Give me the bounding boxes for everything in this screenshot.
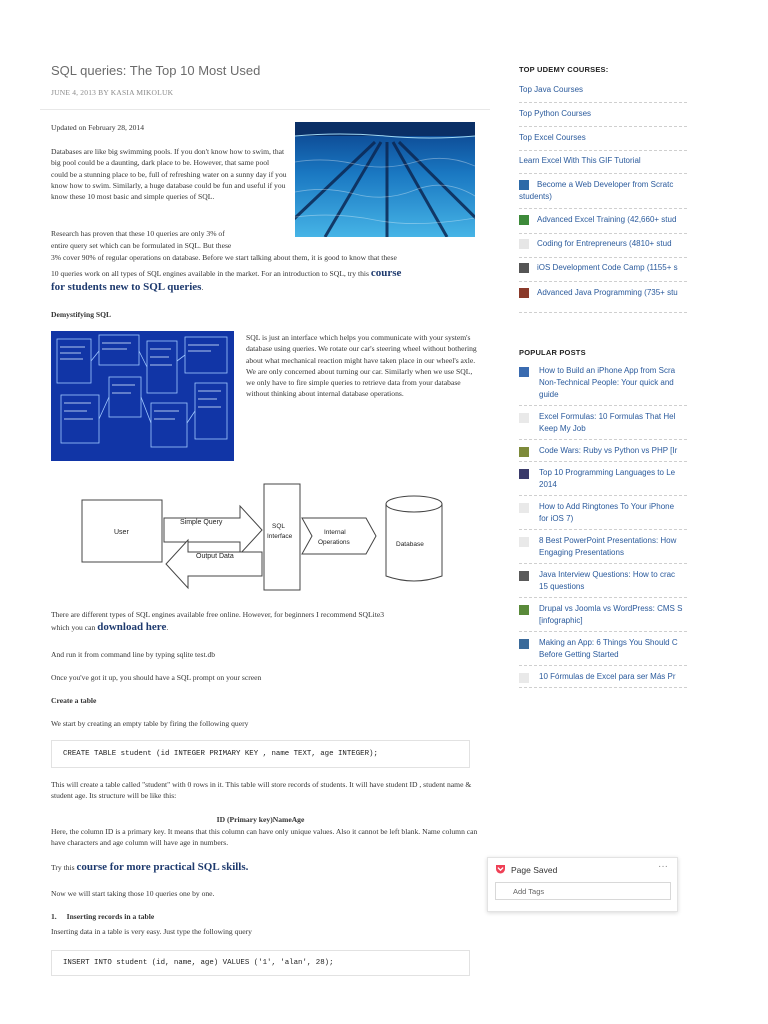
divider: [519, 495, 687, 496]
course-link[interactable]: course: [370, 267, 402, 279]
course-item-ios-code-camp[interactable]: [519, 263, 687, 277]
diagram-database-label: Database: [396, 541, 424, 548]
divider: [519, 257, 687, 258]
divider: [519, 597, 687, 598]
popular-post-title: 8 Best PowerPoint Presentations: How: [539, 536, 677, 545]
add-tags-input[interactable]: Add Tags: [495, 882, 671, 900]
popular-post-title: Top 10 Programming Languages to Le: [539, 468, 676, 477]
insert-intro-paragraph: Inserting data in a table is very easy. Just type the following query: [51, 927, 252, 936]
sidebar-link-java-courses[interactable]: Top Java Courses: [519, 85, 584, 94]
prompt-paragraph: Once you've got it up, you should have a SQL prompt on your screen: [51, 673, 262, 682]
period: .: [166, 623, 169, 632]
course-item-title: Advanced Java Programming (735+ stu: [537, 288, 678, 297]
popular-post-title: How to Build an iPhone App from Scra: [539, 366, 676, 375]
course-thumbnail-icon: [519, 180, 529, 190]
post-thumbnail-icon: [519, 413, 529, 423]
engines-paragraph: There are different types of SQL engines available free online. However, for beginners I recommend SQLite3: [51, 610, 385, 619]
popular-post-title: for iOS 7): [539, 514, 574, 523]
research-line-2: entire query set which can be formulated in SQL. But these: [51, 241, 232, 250]
popular-post-title: guide: [539, 390, 559, 399]
post-thumbnail-icon: [519, 537, 529, 547]
divider: [519, 233, 687, 234]
pocket-saved-popup: [487, 857, 678, 912]
article-byline: JUNE 4, 2013 BY KASIA MIKOLUK: [51, 88, 174, 97]
title-divider: [40, 109, 490, 110]
popular-post-title: 10 Fórmulas de Excel para ser Más Pr: [539, 672, 676, 681]
popular-post-title: Before Getting Started: [539, 650, 619, 659]
course-item-title-cont: students): [519, 192, 552, 201]
course-thumbnail-icon: [519, 263, 529, 273]
code-block-create-table[interactable]: CREATE TABLE student (id INTEGER PRIMARY KEY , name TEXT, age INTEGER);: [51, 740, 470, 768]
divider: [519, 126, 687, 127]
updated-date: Updated on February 28, 2014: [51, 123, 145, 132]
divider: [519, 150, 687, 151]
heading-create-table: Create a table: [51, 696, 97, 705]
popular-post-title: Making an App: 6 Things You Should C: [539, 638, 678, 647]
diagram-output-data-label: Output Data: [196, 553, 234, 560]
sidebar-link-excel-gif[interactable]: Learn Excel With This GIF Tutorial: [519, 156, 641, 165]
divider: [519, 312, 687, 313]
post-thumbnail-icon: [519, 673, 529, 683]
queries-intro-paragraph: Now we will start taking those 10 queries one by one.: [51, 889, 215, 898]
popular-post-title: Code Wars: Ruby vs Python vs PHP [Ir: [539, 446, 678, 455]
course-item-advanced-java[interactable]: [519, 288, 687, 302]
research-line-5: [51, 282, 203, 293]
popular-posts-heading: POPULAR POSTS: [519, 348, 586, 357]
run-command-paragraph: And run it from command line by typing sqlite test.db: [51, 650, 216, 659]
popular-post-title: 2014: [539, 480, 557, 489]
divider: [519, 631, 687, 632]
diagram-operations-label: Operations: [318, 539, 350, 546]
post-thumbnail-icon: [519, 605, 529, 615]
period: .: [201, 283, 204, 292]
post-thumbnail-icon: [519, 469, 529, 479]
diagram-simple-query-label: Simple Query: [180, 519, 223, 526]
student-table-header: ID (Primary key)NameAge: [216, 815, 305, 824]
popular-post-title: Drupal vs Joomla vs WordPress: CMS S: [539, 604, 683, 613]
post-thumbnail-icon: [519, 503, 529, 513]
research-line-4: [51, 268, 401, 279]
course-thumbnail-icon: [519, 288, 529, 298]
popular-post-title: [infographic]: [539, 616, 583, 625]
course-item-title: iOS Development Code Camp (1155+ s: [537, 263, 678, 272]
popular-post-title: Excel Formulas: 10 Formulas That Hel: [539, 412, 676, 421]
post-thumbnail-icon: [519, 571, 529, 581]
divider: [519, 563, 687, 564]
pocket-title: Page Saved: [511, 865, 558, 875]
heading-inserting-records: [51, 912, 154, 921]
article-title[interactable]: SQL queries: The Top 10 Most Used: [51, 63, 261, 78]
course-item-coding-entrepreneurs[interactable]: [519, 239, 687, 253]
course-item-web-developer[interactable]: [519, 180, 687, 208]
divider: [519, 173, 687, 174]
top-courses-heading: TOP UDEMY COURSES:: [519, 65, 609, 74]
sql-flow-diagram: [80, 476, 460, 600]
code-block-insert[interactable]: INSERT INTO student (id, name, age) VALUES ('1', 'alan', 28);: [51, 950, 470, 976]
diagram-internal-label: Internal: [324, 529, 346, 536]
practical-sql-course-link[interactable]: course for more practical SQL skills.: [76, 861, 249, 873]
diagram-user-label: User: [114, 529, 129, 536]
popular-post-title: Java Interview Questions: How to crac: [539, 570, 676, 579]
divider: [519, 208, 687, 209]
research-line-4-text: 10 queries work on all types of SQL engines available in the market. For an introduction to SQL, try this: [51, 269, 369, 278]
course-item-title: Coding for Entrepreneurs (4810+ stud: [537, 239, 672, 248]
sql-beginners-course-link[interactable]: for students new to SQL queries: [51, 281, 202, 293]
pocket-icon: [495, 864, 506, 875]
swimming-pool-image: [295, 122, 475, 237]
download-here-link[interactable]: download here: [97, 621, 167, 633]
divider: [519, 461, 687, 462]
research-line-1: Research has proven that these 10 queries are only 3% of: [51, 229, 225, 238]
popular-post-title: Non-Technical People: Your quick and: [539, 378, 674, 387]
create-intro-paragraph: We start by creating an empty table by firing the following query: [51, 719, 249, 728]
divider: [519, 529, 687, 530]
download-line: [51, 622, 168, 633]
divider: [519, 102, 687, 103]
heading-inserting-text: Inserting records in a table: [66, 912, 155, 921]
sql-interface-paragraph: SQL is just an interface which helps you communicate with your system's database using queries. We rotate our car's steering wheel without bothering about what mechanical reaction might have taken place in our wheel's axle. We are only concerned about turning our car. Similarly when we use SQL, we only have to fire simple queries to retrieve data from your database without thinking about internal database operations.: [246, 333, 477, 399]
sidebar-link-excel-courses[interactable]: Top Excel Courses: [519, 133, 586, 142]
course-item-title: Advanced Excel Training (42,660+ stud: [537, 215, 677, 224]
popular-post-title: 15 questions: [539, 582, 585, 591]
diagram-sql-label: SQL: [272, 523, 286, 530]
heading-demystifying: Demystifying SQL: [51, 310, 112, 319]
diagram-interface-label: Interface: [267, 533, 293, 540]
course-item-advanced-excel[interactable]: [519, 215, 687, 229]
sidebar-link-python-courses[interactable]: Top Python Courses: [519, 109, 592, 118]
post-thumbnail-icon: [519, 639, 529, 649]
divider: [519, 405, 687, 406]
try-course-line: [51, 862, 248, 873]
popular-post-title: How to Add Ringtones To Your iPhone: [539, 502, 675, 511]
divider: [519, 687, 687, 688]
post-thumbnail-icon: [519, 447, 529, 457]
download-line-text: which you can: [51, 623, 96, 632]
research-line-3: 3% cover 90% of regular operations on database. Before we start talking about them, it is good to know that these: [51, 253, 397, 262]
try-course-text: Try this: [51, 863, 75, 872]
database-schema-image: [51, 331, 234, 461]
popular-post-title: Keep My Job: [539, 424, 586, 433]
divider: [519, 281, 687, 282]
list-number: 1.: [51, 912, 57, 921]
popular-post-title: Engaging Presentations: [539, 548, 624, 557]
popular-posts-list: [519, 365, 687, 685]
course-item-title: Become a Web Developer from Scratc: [537, 180, 674, 189]
divider: [519, 439, 687, 440]
primary-key-paragraph: Here, the column ID is a primary key. It means that this column can have only unique values. Also it cannot be left blank. Name column can have characters and age column will have age in numbers.: [51, 827, 478, 848]
post-thumbnail-icon: [519, 367, 529, 377]
course-thumbnail-icon: [519, 215, 529, 225]
divider: [519, 665, 687, 666]
pocket-menu-icon[interactable]: ···: [658, 861, 668, 872]
course-thumbnail-icon: [519, 239, 529, 249]
student-table-paragraph: This will create a table called "student" with 0 rows in it. This table will store records of students. It will have student ID , student name & student age. Its structure will be like this:: [51, 780, 472, 801]
intro-paragraph: Databases are like big swimming pools. If you don't know how to swim, that big pool could be a daunting, dark place to be. However, that same pool could be a stunning place to be, full of refreshing water on a sunny day if you know how to swim. Similarly, a huge database could be fun and useful if you know these 10 most basic and simple queries of SQL.: [51, 147, 287, 202]
